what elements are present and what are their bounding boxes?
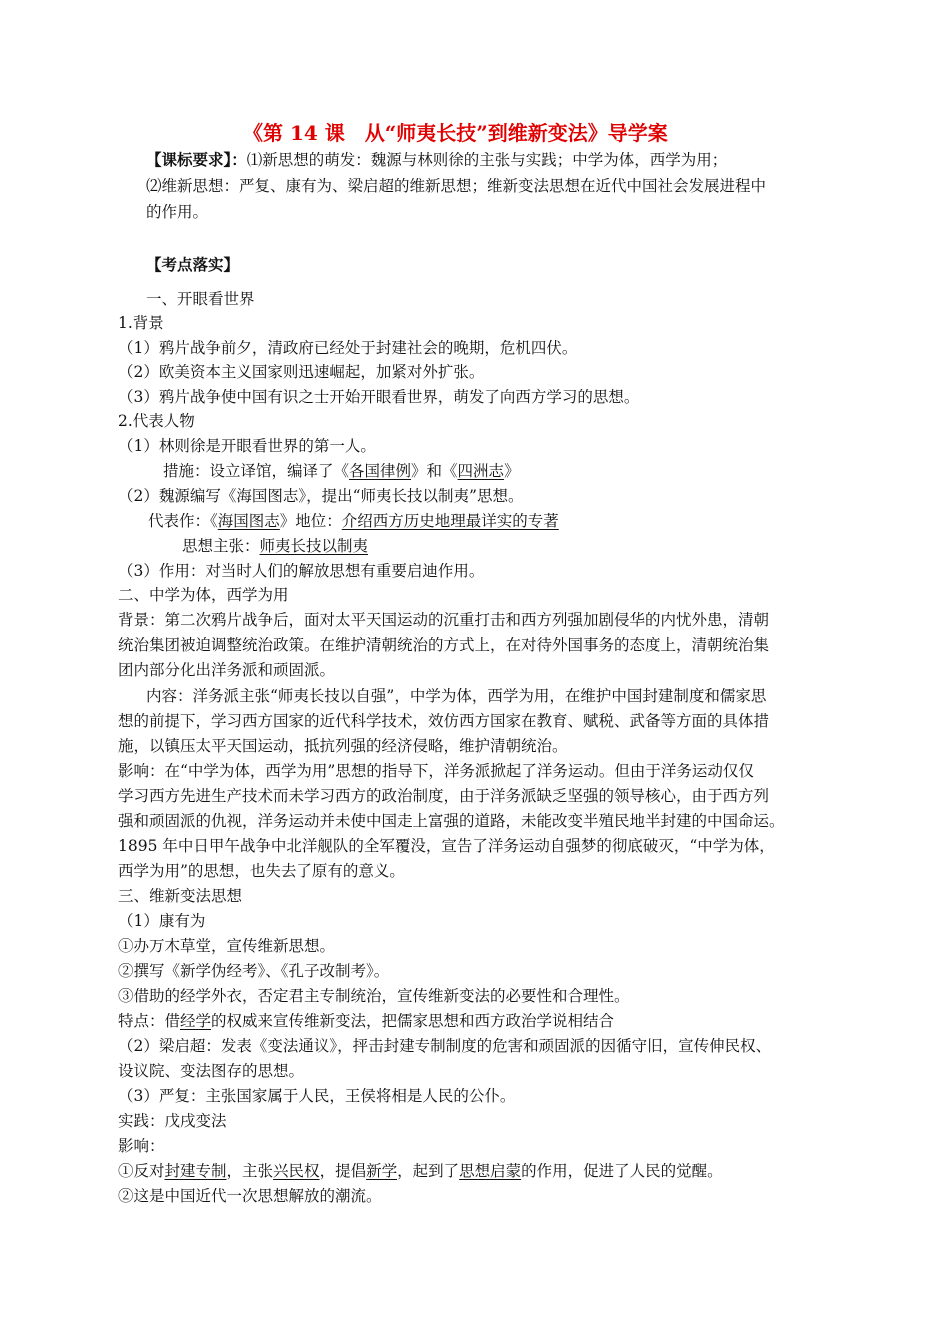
requirements-label: 【课标要求】： [146, 150, 247, 169]
yan-fu-line: （3）严复：主张国家属于人民，王侯将相是人民的公仆。 [118, 1087, 516, 1105]
s2-impact-line-2: 学习西方先进生产技术而未学习西方的政治制度，由于洋务派缺乏坚强的领导核心，由于西方列 [118, 787, 770, 805]
requirements-line-2: ⑵维新思想：严复、康有为、梁启超的维新思想；维新变法思想在近代中国社会发展进程中 [146, 177, 767, 195]
representatives-title: 2.代表人物 [118, 412, 195, 430]
s2-impact-line-5: 西学为用”的思想，也失去了原有的意义。 [118, 862, 405, 880]
kang-item-2: ②撰写《新学伪经考》、《孔子改制考》。 [118, 962, 390, 980]
kang-youwei-title: （1）康有为 [118, 912, 206, 930]
page-title: 《第 14 课 从“师夷长技”到维新变法》导学案 [243, 121, 668, 145]
impact-title: 影响： [118, 1137, 165, 1155]
kaodian-heading: 【考点落实】 [146, 255, 240, 274]
section-3-heading: 三、维新变法思想 [118, 887, 243, 905]
s2-content-line-1: 内容：洋务派主张“师夷长技以自强”，中学为体，西学为用，在维护中国封建制度和儒家思 [146, 687, 767, 705]
s2-content-line-2: 想的前提下，学习西方国家的近代科学技术，效仿西方国家在教育、赋税、武备等方面的具体措 [118, 712, 770, 730]
representative-2: （2）魏源编写《海国图志》，提出“师夷长技以制夷”思想。 [118, 487, 524, 505]
background-item-2: （2）欧美资本主义国家则迅速崛起，加紧对外扩张。 [118, 363, 485, 381]
liang-line-2: 设议院、变法图存的思想。 [118, 1062, 305, 1080]
impact-item-2: ②这是中国近代一次思想解放的潮流。 [118, 1187, 382, 1205]
representative-1: （1）林则徐是开眼看世界的第一人。 [118, 437, 376, 455]
kang-item-1: ①办万木草堂，宣传维新思想。 [118, 937, 336, 955]
representative-work-line: 代表作：《海国图志》地位：介绍西方历史地理最详实的专著 [148, 512, 559, 530]
practice-line: 实践：戊戌变法 [118, 1112, 227, 1130]
section-1-heading: 一、开眼看世界 [146, 290, 255, 308]
background-title: 1.背景 [118, 314, 164, 332]
s2-content-line-3: 施，以镇压太平天国运动，抵抗列强的经济侵略，维护清朝统治。 [118, 737, 568, 755]
s2-impact-line-1: 影响：在“中学为体，西学为用”思想的指导下，洋务派掀起了洋务运动。但由于洋务运动仅仅 [118, 762, 754, 780]
s2-background-line-1: 背景：第二次鸦片战争后，面对太平天国运动的沉重打击和西方列强加剧侵华的内忧外患，清朝 [118, 611, 770, 629]
effect-line: （3）作用：对当时人们的解放思想有重要启迪作用。 [118, 562, 485, 580]
kang-item-3: ③借助的经学外衣，否定君主专制统治，宣传维新变法的必要性和合理性。 [118, 987, 630, 1005]
s2-background-line-3: 团内部分化出洋务派和顽固派。 [118, 661, 336, 679]
impact-item-1: ①反对封建专制，主张兴民权，提倡新学，起到了思想启蒙的作用，促进了人民的觉醒。 [118, 1162, 723, 1180]
feature-line: 特点：借经学的权威来宣传维新变法，把儒家思想和西方政治学说相结合 [118, 1012, 615, 1030]
liang-line-1: （2）梁启超：发表《变法通议》，抨击封建专制制度的危害和顽固派的因循守旧，宣传伸民权、 [118, 1037, 772, 1055]
idea-line: 思想主张：师夷长技以制夷 [182, 537, 369, 555]
measures-line: 措施：设立译馆，编译了《各国律例》和《四洲志》 [163, 462, 520, 480]
section-2-heading: 二、中学为体，西学为用 [118, 586, 289, 604]
s2-background-line-2: 统治集团被迫调整统治政策。在维护清朝统治的方式上，在对待外国事务的态度上，清朝统治集 [118, 636, 770, 654]
background-item-1: （1）鸦片战争前夕，清政府已经处于封建社会的晚期，危机四伏。 [118, 339, 578, 357]
requirements-line-3: 的作用。 [146, 203, 209, 221]
requirements-line-1: 【课标要求】：⑴新思想的萌发：魏源与林则徐的主张与实践；中学为体，西学为用； [146, 150, 728, 169]
s2-impact-line-3: 强和顽固派的仇视，洋务运动并未使中国走上富强的道路，未能改变半殖民地半封建的中国命运。 [118, 812, 785, 830]
background-item-3: （3）鸦片战争使中国有识之士开始开眼看世界，萌发了向西方学习的思想。 [118, 388, 640, 406]
s2-impact-line-4: 1895 年中日甲午战争中北洋舰队的全军覆没，宣告了洋务运动自强梦的彻底破灭，“中学为体， [118, 837, 775, 855]
